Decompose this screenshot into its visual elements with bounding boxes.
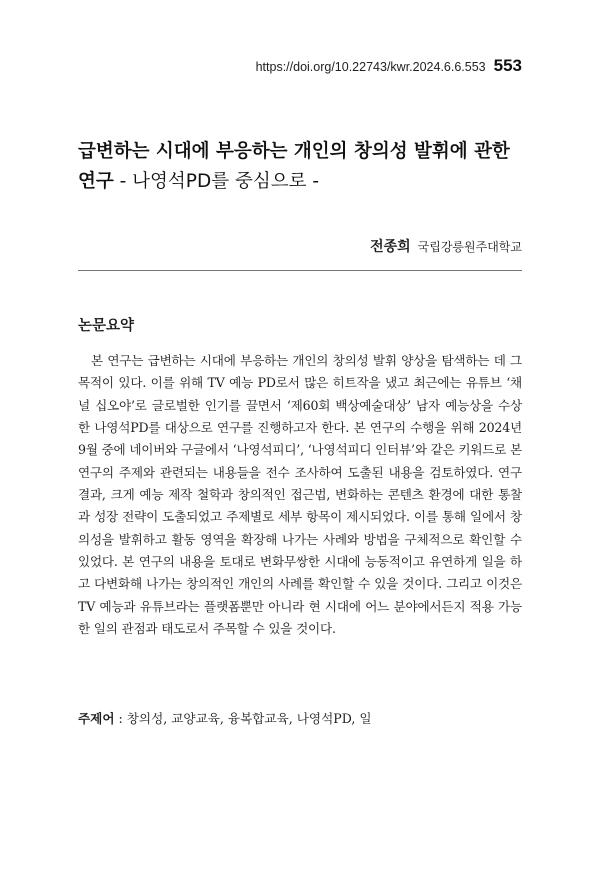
title-line-2-main: 연구 [78, 171, 114, 192]
author-name: 전종희 [370, 239, 411, 255]
author-block [370, 236, 522, 256]
doi-link[interactable]: https://doi.org/10.22743/kwr.2024.6.6.553 [255, 60, 486, 74]
keywords-label: 주제어 [78, 711, 115, 726]
title-subtitle: - 나영석PD를 중심으로 - [113, 171, 319, 192]
paper-title [78, 137, 528, 197]
keywords-list: 창의성, 교양교육, 융복합교육, 나영석PD, 일 [126, 711, 372, 726]
title-divider [78, 270, 522, 271]
abstract-heading: 논문요약 [78, 318, 135, 334]
keywords-line [78, 708, 522, 730]
abstract-body: 본 연구는 급변하는 시대에 부응하는 개인의 창의성 발휘 양상을 탐색하는 데 그 목적이 있다. 이를 위해 TV 예능 PD로서 많은 히트작을 냈고 최근에는 유튜브 ‘채널 십오야’로 글로벌한 인기를 끌면서 ‘제60회 백상예술대상’ 남자 예능상을 수상한 나영석PD를 대상으로 연구를 진행하고자 한다. 본 연구의 수행을 위해 2024년 9월 중에 네이버와 구글에서 ‘나영석피디’, ‘나영석피디 인터뷰’와 같은 키워드로 본 연구의 주제와 관련되는 내용들을 전수 조사하여 도출된 내용을 검토하였다. 연구 결과, 크게 예능 제작 철학과 창의적인 접근법, 변화하는 콘텐츠 환경에 대한 통찰과 성장 전략이 도출되었고 주제별로 세부 항목이 제시되었다. 이를 통해 일에서 창의성을 발휘하고 활동 영역을 확장해 나가는 사례와 방법을 구체적으로 확인할 수 있었다. 본 연구의 내용을 토대로 변화무쌍한 시대에 능동적이고 유연하게 일을 하고 다변화해 나가는 창의적인 개인의 사례를 확인할 수 있을 것이다. 그리고 이것은 TV 예능과 유튜브라는 플랫폼뿐만 아니라 현 시대에 어느 분야에서든지 적용 가능한 일의 관점과 태도로서 주목할 수 있을 것이다. [78, 353, 522, 637]
page-number: 553 [493, 56, 522, 75]
running-header [256, 56, 522, 76]
author-affiliation: 국립강릉원주대학교 [417, 240, 522, 254]
title-line-1: 급변하는 시대에 부응하는 개인의 창의성 발휘에 관한 [78, 141, 510, 162]
keywords-separator: : [114, 711, 127, 726]
